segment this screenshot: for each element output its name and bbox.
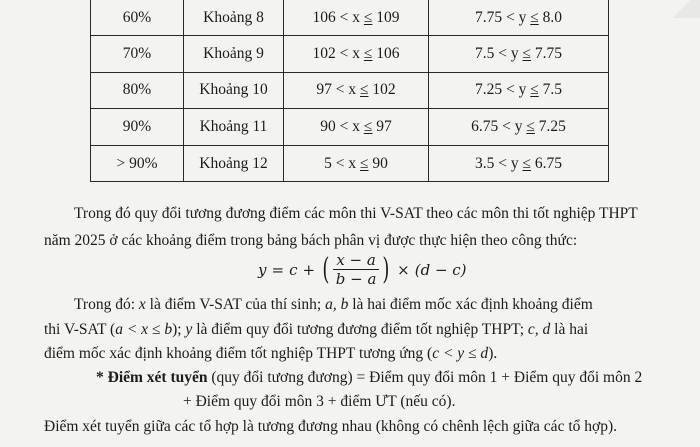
range-text: < y — [494, 44, 523, 62]
y-range-cell — [429, 72, 609, 109]
range-text: 7.25 — [474, 81, 503, 99]
interval-cell: Khoảng 12 — [184, 145, 284, 182]
range-text: 7.75 — [474, 8, 503, 26]
ineq-a-x-b: a < x ≤ b — [115, 321, 173, 338]
x-range-cell — [284, 109, 429, 146]
ineq-c-y-d: c < y ≤ d — [432, 345, 489, 362]
range-text: < y — [498, 117, 527, 135]
formula-times: × — [397, 261, 410, 279]
le-sign: ≤ — [359, 154, 369, 172]
range-text: 8.0 — [538, 8, 562, 26]
text: điểm mốc xác định khoảng điểm tốt nghiệp THPT tương ứng ( — [44, 345, 433, 362]
explanation-line-1 — [74, 297, 593, 313]
admission-score-label: * Điểm xét tuyển — [96, 369, 208, 386]
interval-cell: Khoảng 9 — [184, 36, 284, 73]
table-row — [91, 36, 609, 73]
range-text: < x — [335, 8, 364, 26]
table-row — [91, 109, 609, 146]
percent-cell: > 90% — [91, 145, 184, 182]
range-text: 109 — [372, 8, 400, 26]
interval-cell: Khoảng 11 — [184, 109, 284, 146]
text: là điểm V-SAT của thí sinh; — [145, 296, 326, 313]
percent-cell: 90% — [91, 109, 184, 146]
le-sign: ≤ — [526, 117, 535, 135]
le-sign: ≤ — [363, 117, 373, 135]
y-range-cell — [429, 145, 609, 182]
text: là hai điểm mốc xác định khoảng điểm — [348, 296, 593, 313]
page-corner-shade — [672, 0, 700, 18]
range-text: 6.75 — [471, 117, 499, 135]
le-sign: ≤ — [363, 44, 373, 62]
formula-d-minus-c: (d − c) — [414, 261, 467, 279]
table-row — [91, 72, 609, 109]
formula-plus: + — [302, 261, 316, 279]
admission-line-2: + Điểm quy đổi môn 3 + điểm ƯT (nếu có). — [183, 393, 456, 410]
range-text: < x — [335, 44, 364, 62]
text: thi V-SAT ( — [44, 321, 116, 338]
range-text: 3.5 — [474, 154, 495, 172]
formula-fraction — [333, 253, 380, 287]
table-row — [91, 145, 609, 182]
range-text: 90 — [320, 117, 336, 135]
percent-cell: 70% — [91, 36, 184, 73]
formula-equals: = — [271, 261, 285, 279]
intro-line-2: năm 2025 ở các khoảng điểm trong bảng bách phân vị được thực hiện theo công thức: — [44, 232, 578, 249]
text: ); — [172, 321, 186, 338]
y-range-cell — [429, 109, 609, 146]
explanation-line-3 — [44, 346, 497, 362]
y-range-cell — [429, 36, 609, 73]
range-text: < x — [331, 81, 360, 99]
range-text: 7.25 — [534, 117, 566, 135]
formula-right-paren: ) — [382, 252, 390, 287]
intro-line-1: Trong đó quy đổi tương đương điểm các môn thi V-SAT theo các môn thi tốt nghiệp THPT — [74, 205, 638, 222]
text: là hai — [550, 321, 589, 338]
var-ab: a, b — [325, 296, 349, 313]
admission-line-1 — [96, 370, 642, 386]
range-text: 97 — [372, 117, 392, 135]
range-text: 7.75 — [531, 44, 562, 62]
interval-cell: Khoảng 8 — [184, 0, 284, 36]
x-range-cell — [284, 72, 429, 109]
text: ). — [488, 345, 498, 362]
range-text: 90 — [368, 154, 388, 172]
range-text: 106 — [372, 44, 400, 62]
le-sign: ≤ — [363, 8, 373, 26]
le-sign: ≤ — [359, 81, 369, 99]
percentile-table — [90, 0, 609, 182]
x-range-cell — [284, 36, 429, 73]
interval-cell: Khoảng 10 — [184, 72, 284, 109]
le-sign: ≤ — [522, 154, 531, 172]
conversion-formula — [258, 250, 467, 290]
percent-cell: 80% — [91, 72, 184, 109]
percent-cell: 60% — [91, 0, 184, 36]
var-x: x — [138, 296, 146, 313]
fraction-numerator: x − a — [333, 253, 379, 270]
y-range-cell — [429, 0, 609, 36]
range-text: < x — [331, 154, 360, 172]
fraction-denominator: b − a — [335, 270, 377, 288]
var-cd: c, d — [527, 321, 551, 338]
range-text: 5 — [324, 154, 332, 172]
range-text: < x — [335, 117, 364, 135]
range-text: 102 — [368, 81, 396, 99]
le-sign: ≤ — [530, 8, 539, 26]
range-text: 7.5 — [538, 81, 562, 99]
table-row — [91, 0, 609, 36]
var-y: y — [185, 321, 193, 338]
text: Trong đó: — [74, 296, 139, 313]
formula-c: c — [289, 261, 298, 279]
text: (quy đổi tương đương) = Điểm quy đổi môn 1 + Điểm quy đổi môn 2 — [207, 369, 643, 386]
range-text: 6.75 — [531, 154, 562, 172]
range-text: 97 — [316, 81, 332, 99]
formula-y: y — [258, 261, 267, 279]
admission-line-3: Điểm xét tuyển giữa các tổ hợp là tương đương nhau (không có chênh lệch giữa các tổ hợp). — [44, 418, 617, 435]
formula-left-paren: ( — [322, 252, 330, 287]
explanation-line-2 — [44, 322, 588, 338]
range-text: < y — [502, 81, 531, 99]
text: là điểm quy đổi tương đương điểm tốt nghiệp THPT; — [192, 321, 528, 338]
le-sign: ≤ — [530, 81, 539, 99]
x-range-cell — [284, 145, 429, 182]
range-text: 102 — [312, 44, 336, 62]
range-text: 7.5 — [474, 44, 495, 62]
range-text: < y — [494, 154, 523, 172]
range-text: < y — [502, 8, 531, 26]
x-range-cell — [284, 0, 429, 36]
le-sign: ≤ — [522, 44, 531, 62]
range-text: 106 — [312, 8, 336, 26]
